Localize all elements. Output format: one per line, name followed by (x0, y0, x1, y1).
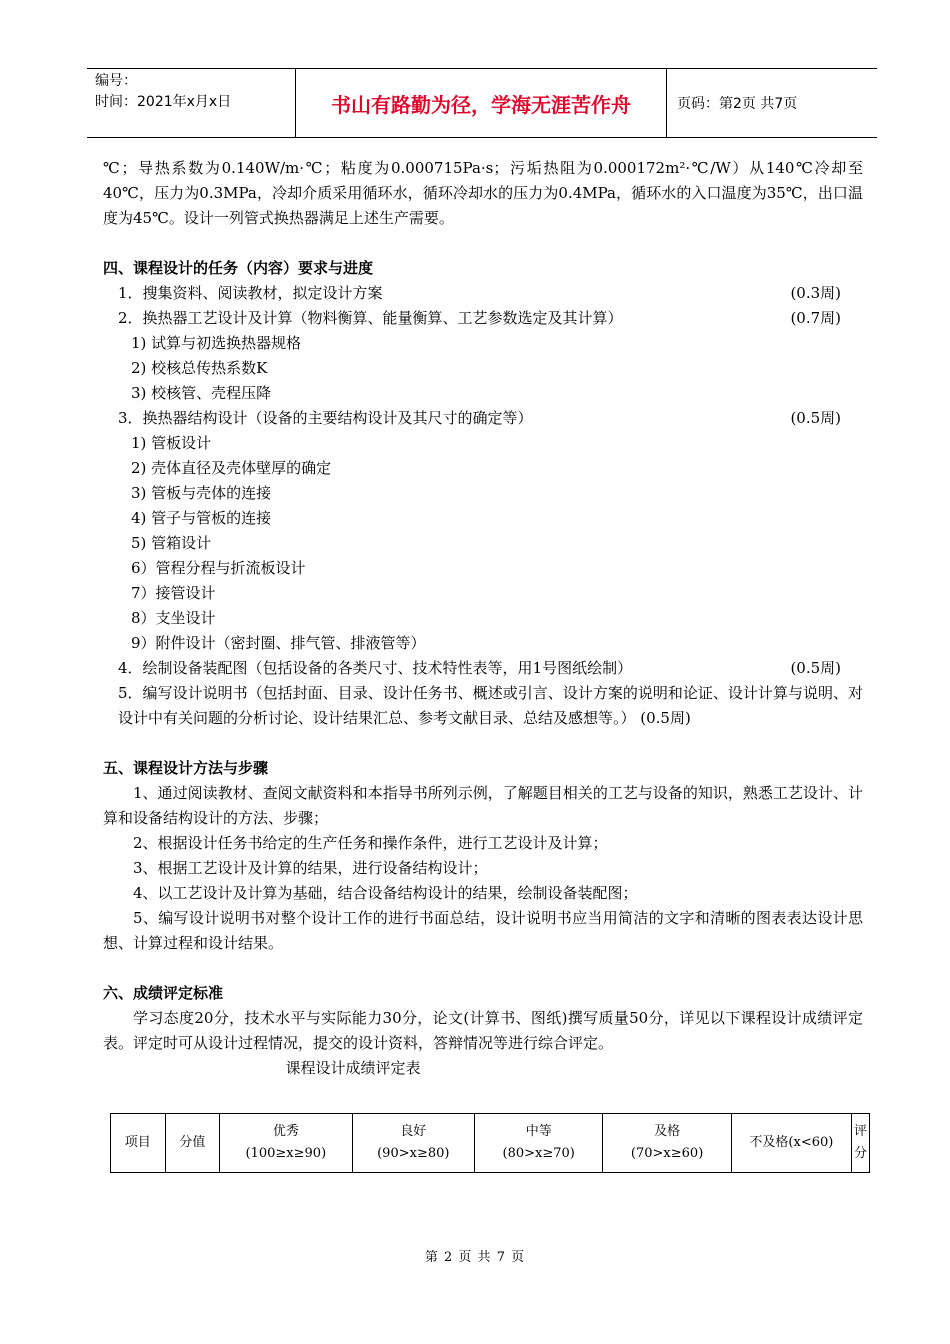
document-body (103, 156, 863, 1081)
header-left (87, 69, 295, 137)
col-rating: 评 分 (851, 1114, 869, 1173)
table-caption: 课程设计成绩评定表 (285, 1059, 421, 1077)
task-3-sub-2: 2) 壳体直径及壳体壁厚的确定 (131, 459, 332, 477)
task-2-duration: (0.7周) (790, 309, 841, 327)
method-step-3: 3、根据工艺设计及计算的结果，进行设备结构设计； (133, 859, 488, 877)
task-3-duration: (0.5周) (790, 409, 841, 427)
grading-paragraph: 学习态度20分，技术水平与实际能力30分，论文(计算书、图纸)撰写质量50分，详见以下课程设计成绩评定表。评定时可从设计过程情况，提交的设计资料，答辩情况等进行综合评定。 (103, 1009, 863, 1052)
col-excellent: 优秀 (100≥x≥90) (220, 1114, 352, 1173)
task-2-sub-2: 2) 校核总传热系数K (131, 359, 268, 377)
task-3-sub-8: 8）支坐设计 (131, 609, 216, 627)
header-motto: 书山有路勤为径，学海无涯苦作舟 (295, 69, 667, 137)
task-5: 5．编写设计说明书（包括封面、目录、设计任务书、概述或引言、设计方案的说明和论证、设计计算与说明、对设计中有关问题的分析讨论、设计结果汇总、参考文献目录、总结及感想等。） (0.5周) (118, 684, 863, 727)
task-1 (103, 281, 863, 306)
task-1-text: 1．搜集资料、阅读教材，拟定设计方案 (118, 284, 383, 302)
task-3-sub-1: 1) 管板设计 (131, 434, 212, 452)
task-3-text: 3．换热器结构设计（设备的主要结构设计及其尺寸的确定等） (118, 409, 533, 427)
task-3 (103, 406, 863, 431)
page-header (87, 68, 877, 138)
col-medium: 中等 (80>x≥70) (475, 1114, 603, 1173)
task-4 (103, 656, 863, 681)
task-4-duration: (0.5周) (790, 659, 841, 677)
task-2-sub-1: 1) 试算与初选换热器规格 (131, 334, 302, 352)
method-step-1: 1、通过阅读教材、查阅文献资料和本指导书所列示例，了解题目相关的工艺与设备的知识，熟悉工艺设计、计算和设备结构设计的方法、步骤； (103, 784, 863, 827)
task-4-text: 4．绘制设备装配图（包括设备的各类尺寸、技术特性表等，用1号图纸绘制） (118, 659, 633, 677)
task-2-text: 2．换热器工艺设计及计算（物料衡算、能量衡算、工艺参数选定及其计算） (118, 309, 623, 327)
section-6-title: 六、成绩评定标准 (103, 984, 224, 1002)
time-label: 时间：2021年x月x日 (95, 94, 232, 110)
col-pass: 及格 (70>x≥60) (603, 1114, 731, 1173)
section-5-title: 五、课程设计方法与步骤 (103, 759, 269, 777)
col-fail: 不及格(x<60) (731, 1114, 851, 1173)
col-item: 项目 (111, 1114, 166, 1173)
task-1-duration: (0.3周) (790, 284, 841, 302)
grading-table (110, 1113, 870, 1173)
task-3-sub-7: 7）接管设计 (131, 584, 216, 602)
header-page-label: 页码：第2页 共7页 (677, 96, 798, 112)
task-3-sub-9: 9）附件设计（密封圈、排气管、排液管等） (131, 634, 426, 652)
page-footer: 第 2 页 共 7 页 (424, 1250, 526, 1265)
method-step-4: 4、以工艺设计及计算为基础，结合设备结构设计的结果，绘制设备装配图； (133, 884, 638, 902)
number-label: 编号： (95, 73, 137, 89)
col-score: 分值 (165, 1114, 220, 1173)
task-3-sub-6: 6）管程分程与折流板设计 (131, 559, 306, 577)
intro-paragraph: ℃；导热系数为0.140W/m·℃；粘度为0.000715Pa·s；污垢热阻为0.000172m²·℃/W）从140℃冷却至40℃，压力为0.3MPa，冷却介质采用循环水，循环冷却水的压力为0.4MPa，循环水的入口温度为35℃，出口温度为45℃。设计一列管式换热器满足上述生产需要。 (103, 159, 863, 227)
method-step-2: 2、根据设计任务书给定的生产任务和操作条件，进行工艺设计及计算； (133, 834, 608, 852)
task-3-sub-5: 5) 管箱设计 (131, 534, 212, 552)
section-4-title: 四、课程设计的任务（内容）要求与进度 (103, 259, 374, 277)
col-good: 良好 (90>x≥80) (352, 1114, 474, 1173)
task-3-sub-3: 3) 管板与壳体的连接 (131, 484, 272, 502)
task-2-sub-3: 3) 校核管、壳程压降 (131, 384, 272, 402)
task-2 (103, 306, 863, 331)
method-step-5: 5、编写设计说明书对整个设计工作的进行书面总结，设计说明书应当用简洁的文字和清晰的图表表达设计思想、计算过程和设计结果。 (103, 909, 863, 952)
table-header-row (111, 1114, 870, 1173)
task-3-sub-4: 4) 管子与管板的连接 (131, 509, 272, 527)
